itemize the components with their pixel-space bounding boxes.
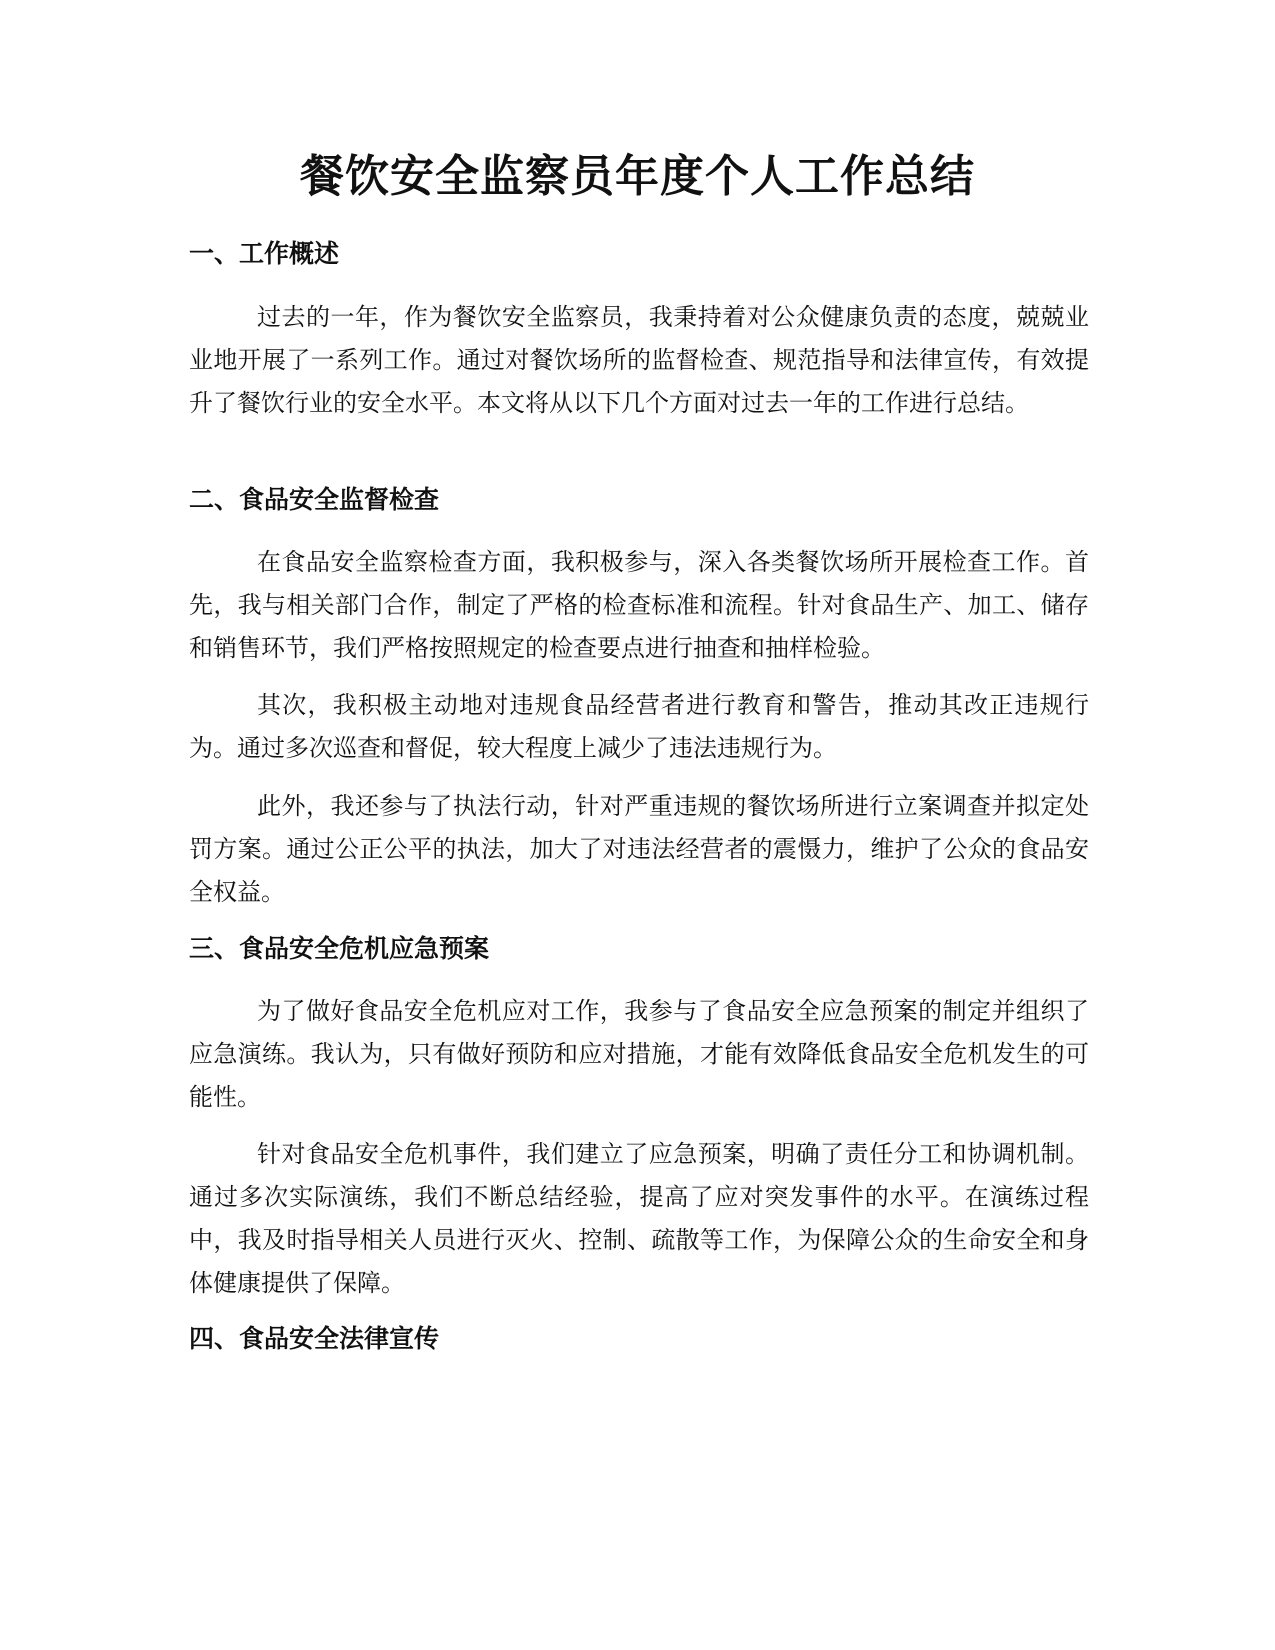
document-title: 餐饮安全监察员年度个人工作总结: [300, 151, 975, 202]
paragraph-emergency-2: 针对食品安全危机事件，我们建立了应急预案，明确了责任分工和协调机制。通过多次实际演练，我们不断总结经验，提高了应对突发事件的水平。在演练过程中，我及时指导相关人员进行灭火、控制、疏散等工作，为保障公众的生命安全和身体健康提供了保障。: [189, 1140, 1089, 1297]
section-heading-inspection: 二、食品安全监督检查: [189, 485, 440, 514]
paragraph-inspection-3: 此外，我还参与了执法行动，针对严重违规的餐饮场所进行立案调查并拟定处罚方案。通过公正公平的执法，加大了对违法经营者的震慑力，维护了公众的食品安全权益。: [189, 792, 1089, 906]
paragraph-inspection-1: 在食品安全监察检查方面，我积极参与，深入各类餐饮场所开展检查工作。首先，我与相关部门合作，制定了严格的检查标准和流程。针对食品生产、加工、储存和销售环节，我们严格按照规定的检查要点进行抽查和抽样检验。: [189, 548, 1089, 662]
section-heading-overview: 一、工作概述: [189, 239, 340, 268]
paragraph-overview: 过去的一年，作为餐饮安全监察员，我秉持着对公众健康负责的态度，兢兢业业地开展了一系列工作。通过对餐饮场所的监督检查、规范指导和法律宣传，有效提升了餐饮行业的安全水平。本文将从以下几个方面对过去一年的工作进行总结。: [189, 303, 1089, 417]
paragraph-inspection-2: 其次，我积极主动地对违规食品经营者进行教育和警告，推动其改正违规行为。通过多次巡查和督促，较大程度上减少了违法违规行为。: [189, 691, 1089, 762]
paragraph-emergency-1: 为了做好食品安全危机应对工作，我参与了食品安全应急预案的制定并组织了应急演练。我认为，只有做好预防和应对措施，才能有效降低食品安全危机发生的可能性。: [189, 997, 1089, 1111]
section-heading-emergency: 三、食品安全危机应急预案: [189, 934, 490, 963]
section-heading-legal-publicity: 四、食品安全法律宣传: [189, 1324, 440, 1353]
